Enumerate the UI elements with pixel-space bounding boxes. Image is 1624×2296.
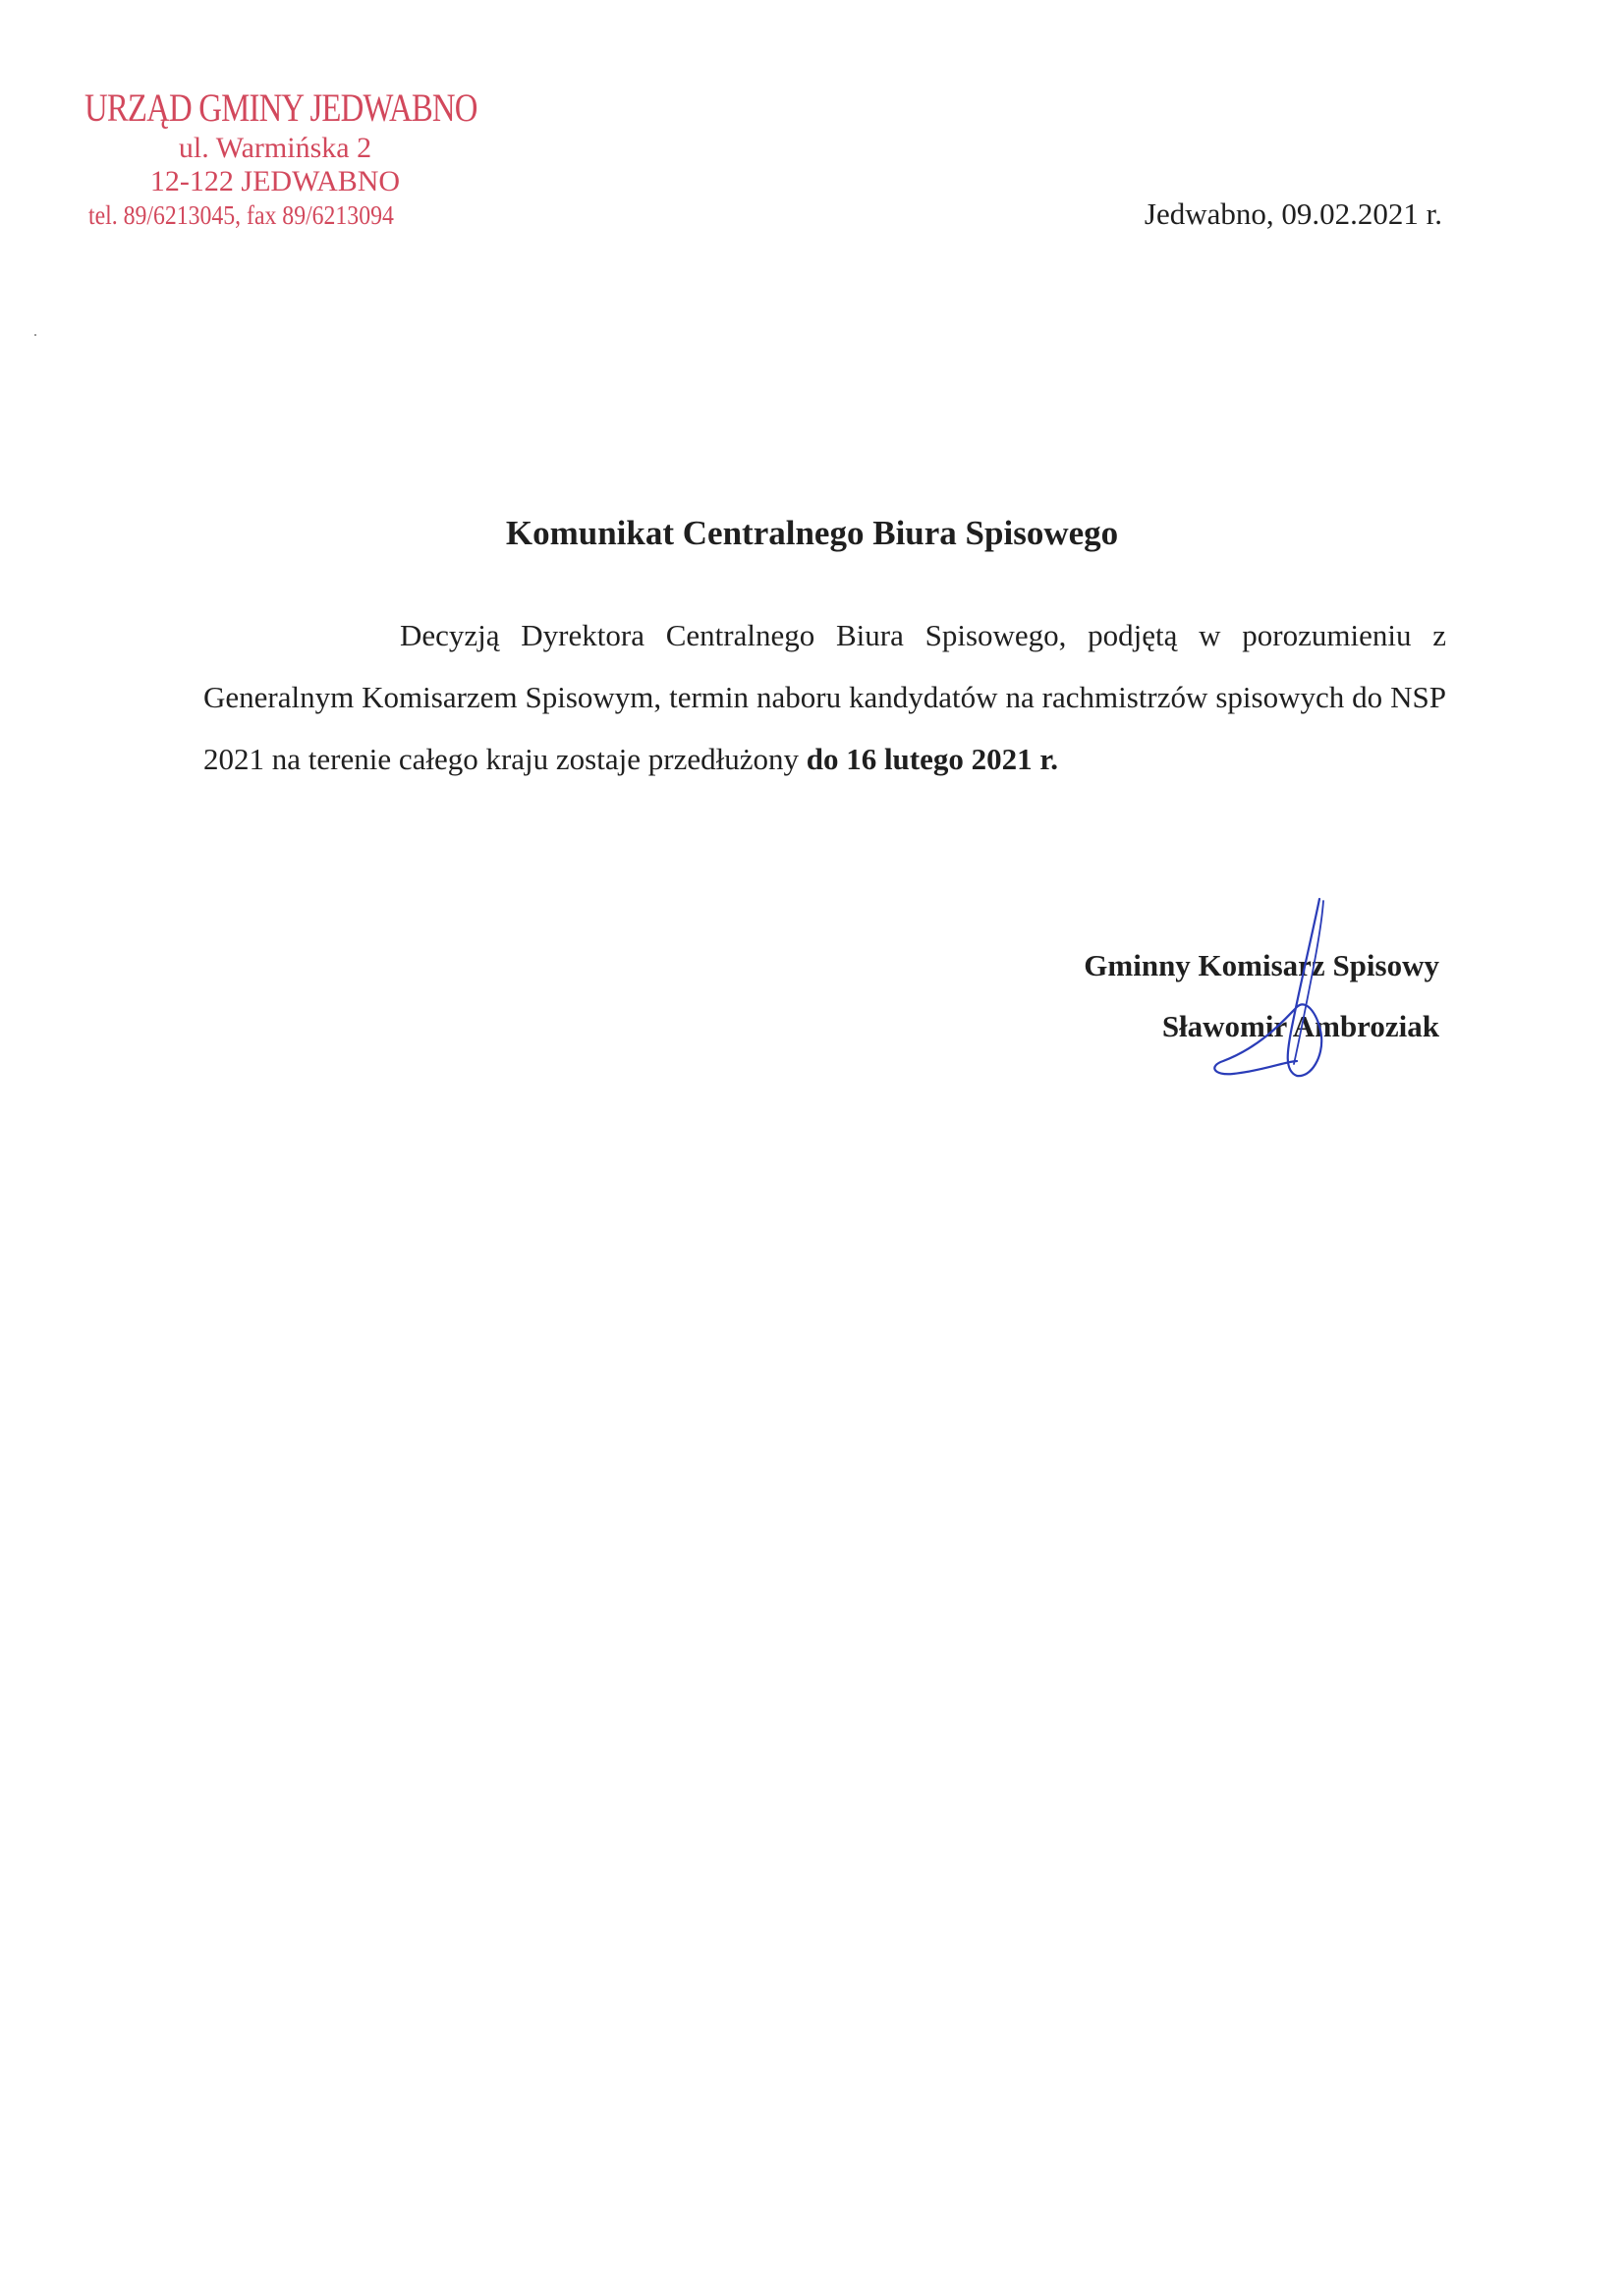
body-paragraph (203, 604, 1446, 790)
signatory-role: Gminny Komisarz Spisowy (1084, 948, 1439, 982)
document-title: Komunikat Centralnego Biura Spisowego (505, 514, 1119, 552)
deadline-emphasis: do 16 lutego 2021 r. (806, 742, 1059, 776)
place-and-date: Jedwabno, 09.02.2021 r. (1144, 196, 1442, 231)
stamp-postal: 12-122 JEDWABNO (149, 165, 401, 197)
stamp-phone: tel. 89/6213045, fax 89/6213094 (88, 200, 394, 230)
stamp-street: ul. Warmińska 2 (178, 132, 372, 164)
office-stamp (79, 85, 477, 230)
scan-speck (34, 334, 36, 336)
stamp-office-name: URZĄD GMINY JEDWABNO (84, 85, 477, 130)
body-text: Decyzją Dyrektora Centralnego Biura Spisowego, podjętą w porozumieniu z Generalnym Komisarzem Spisowym, termin naboru kandydatów na rachmistrzów spisowych do NSP 2021 na terenie całego kraju zostaje przedłużony (203, 618, 1446, 776)
handwritten-signature (1204, 889, 1341, 1086)
signatory-name: Sławomir Ambroziak (1161, 1009, 1439, 1043)
